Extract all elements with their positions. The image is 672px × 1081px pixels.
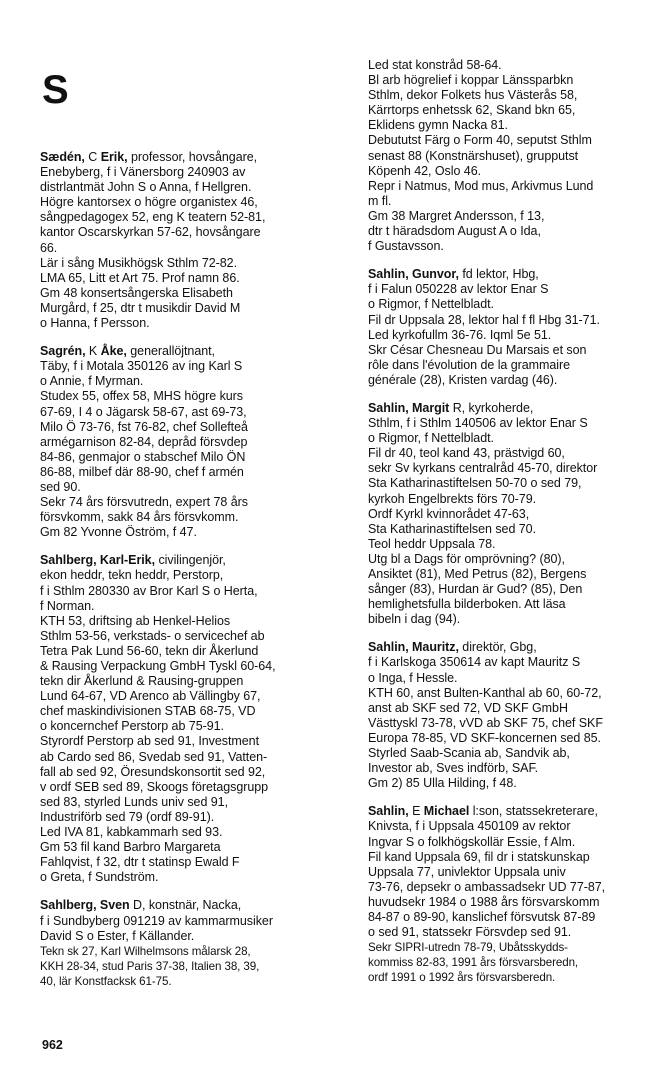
- entry-text-line: Sthlm, dekor Folkets hus Västerås 58,: [368, 88, 578, 103]
- entry-text-line: Europa 78-85, VD SKF-koncernen sed 85.: [368, 730, 601, 745]
- entry-text-line: distrlantmät John S o Anna, f Hellgren.: [40, 180, 252, 195]
- entry-header: [368, 804, 668, 819]
- entry-text-line: dtr t häradsdom August A o Ida,: [368, 224, 541, 239]
- biography-entry: [368, 267, 668, 388]
- entry-text-line: Gm 48 konsertsångerska Elisabeth: [40, 285, 233, 300]
- entry-header-text: C: [84, 150, 101, 164]
- entry-text-line: Enebyberg, f i Vänersborg 240903 av: [40, 165, 246, 180]
- entry-text-line: Utg bl a Dags för omprövning? (80),: [368, 551, 565, 566]
- entry-text-line: Ingvar S o folkhögskollär Essie, f Alm.: [368, 834, 576, 849]
- entry-text-line: Milo Ö 73-76, fst 76-82, chef Sollefteå: [40, 419, 248, 434]
- entry-text-line: Täby, f i Motala 350126 av ing Karl S: [40, 359, 243, 374]
- entry-text-line: Gm 53 fil kand Barbro Margareta: [40, 840, 221, 855]
- entry-text-line: sed 83, styrled Lunds univ sed 91,: [40, 794, 229, 809]
- entry-text-line: Gm 82 Yvonne Öström, f 47.: [40, 525, 197, 540]
- entry-header: [368, 401, 668, 416]
- entry-text-line: LMA 65, Litt et Art 75. Prof namn 86.: [40, 270, 240, 285]
- entry-text-line: Repr i Natmus, Mod mus, Arkivmus Lund: [368, 178, 594, 193]
- entry-surname: Sahlin, Margit: [368, 400, 450, 415]
- entry-header-text: professor, hovsångare,: [127, 150, 258, 164]
- entry-text-line: sångpedagogex 52, eng K teatern 52-81,: [40, 210, 266, 225]
- entry-text-line: 84-87 o 89-90, kanslichef försvutsk 87-89: [368, 909, 596, 924]
- entry-surname: Sahlberg, Karl-Erik,: [40, 553, 156, 568]
- entry-text-line: o Greta, f Sundström.: [40, 870, 159, 885]
- entry-surname: Sahlin,: [368, 804, 409, 819]
- entry-given-name: Åke,: [100, 344, 127, 359]
- entry-text-line: huvudsekr 1984 o 1988 års försvarskomm: [368, 894, 600, 909]
- entry-text-line-small: Tekn sk 27, Karl Wilhelmsons målarsk 28,: [40, 944, 251, 958]
- entry-text-line: fall ab sed 92, Öresundskonsortit sed 92,: [40, 764, 266, 779]
- entry-text-line: tekn dir Åkerlund & Rausing-gruppen: [40, 674, 244, 689]
- biography-entry: [40, 150, 340, 331]
- entry-text-line: f i Falun 050228 av lektor Enar S: [368, 282, 549, 297]
- entry-text-line: f Gustavsson.: [368, 239, 444, 254]
- entry-text-line: 84-86, genmajor o stabschef Milo ÖN: [40, 449, 246, 464]
- biography-entry: [368, 804, 668, 985]
- entry-given-name: Erik,: [100, 150, 128, 164]
- entry-text-line: Led stat konstråd 58-64.: [368, 58, 502, 72]
- biography-entry: [40, 344, 340, 540]
- entry-text-line: rôle dans l'évolution de la grammaire: [368, 357, 571, 372]
- biography-entry: [368, 640, 668, 791]
- entry-header: [40, 898, 340, 913]
- entry-text-line: kyrkoh Engelbrekts förs 70-79.: [368, 491, 537, 506]
- entry-surname: Sædén,: [40, 150, 85, 164]
- entry-text-line: 66.: [40, 240, 58, 255]
- entry-text-line: f i Sundbyberg 091219 av kammarmusiker: [40, 913, 273, 928]
- entry-text-line-small: Sekr SIPRI-utredn 78-79, Ubåtsskydds-: [368, 941, 568, 955]
- entry-text-line: 67-69, I 4 o Jägarsk 58-67, ast 69-73,: [40, 404, 247, 419]
- entry-text-line: bibeln i dag (94).: [368, 612, 461, 627]
- entry-text-line: sekr Sv kyrkans centralråd 45-70, direktor: [368, 461, 598, 476]
- entry-header-text: generallöjtnant,: [126, 344, 215, 359]
- entry-text-line: Industriförb sed 79 (ordf 89-91).: [40, 809, 215, 824]
- biography-entry: [368, 401, 668, 627]
- entry-text-line: David S o Ester, f Källander.: [40, 928, 195, 943]
- entry-text-line: KTH 53, driftsing ab Henkel-Helios: [40, 613, 231, 628]
- entry-text-line: Fil kand Uppsala 69, fil dr i statskunskap: [368, 849, 590, 864]
- entry-header: [368, 640, 668, 655]
- entry-text-line: Ansiktet (81), Med Petrus (82), Bergens: [368, 567, 587, 581]
- entry-text-line: o Annie, f Myrman.: [40, 374, 144, 389]
- entry-text-line: o Rigmor, f Nettelbladt.: [368, 431, 494, 446]
- entry-text-line: armégarnison 82-84, depråd försvdep: [40, 434, 248, 449]
- entry-header-text: R, kyrkoherde,: [449, 400, 534, 415]
- entry-text-line: Lund 64-67, VD Arenco ab Vällingby 67,: [40, 689, 261, 704]
- entry-text-line: Sekr 74 års försvutredn, expert 78 års: [40, 495, 248, 510]
- entry-text-line: Fil dr Uppsala 28, lektor hal f fl Hbg 31-71.: [368, 312, 600, 327]
- entry-text-line: Ordf Kyrkl kvinnorådet 47-63,: [368, 506, 530, 521]
- entry-header-text: civilingenjör,: [155, 553, 226, 568]
- biography-entry: [40, 553, 340, 885]
- entry-surname: Sahlin, Mauritz,: [368, 640, 459, 655]
- entry-text-line: försvkomm, sakk 84 års försvkomm.: [40, 510, 239, 525]
- entry-text-line: anst ab SKF sed 72, VD SKF GmbH: [368, 700, 568, 715]
- entry-text-line: sed 90.: [40, 479, 81, 494]
- entry-text-line: sånger (83), Hurdan är Gud? (85), Den: [368, 582, 583, 597]
- entry-text-line: Uppsala 77, univlektor Uppsala univ: [368, 864, 566, 879]
- entry-text-line: Led IVA 81, kabkammarh sed 93.: [40, 825, 223, 840]
- entry-text-line: Fil dr 40, teol kand 43, prästvigd 60,: [368, 446, 565, 461]
- entry-header-text: D, konstnär, Nacka,: [129, 898, 242, 913]
- entry-text-line: o Inga, f Hessle.: [368, 670, 458, 685]
- entry-text-line-small: 40, lär Konstfacksk 61-75.: [40, 974, 172, 988]
- entry-text-line: 73-76, depsekr o ambassadsekr UD 77-87,: [368, 879, 606, 894]
- entry-header-text: direktör, Gbg,: [458, 640, 537, 655]
- entry-text-line: Högre kantorsex o högre organistex 46,: [40, 195, 258, 210]
- entry-text-line: Skr César Chesneau Du Marsais et son: [368, 342, 587, 357]
- right-column: [368, 58, 668, 998]
- entry-text-line: Tetra Pak Lund 56-60, tekn dir Åkerlund: [40, 643, 259, 658]
- entry-text-line: Kärrtorps enhetssk 62, Skand bkn 65,: [368, 103, 576, 118]
- entry-text-line: Styrled Saab-Scania ab, Sandvik ab,: [368, 746, 570, 761]
- entry-text-line: Sthlm, f i Sthlm 140506 av lektor Enar S: [368, 416, 588, 431]
- entry-text-line: & Rausing Verpackung GmbH Tyskl 60-64,: [40, 659, 276, 673]
- entry-text-line: Knivsta, f i Uppsala 450109 av rektor: [368, 819, 571, 834]
- entry-header: [40, 344, 340, 359]
- left-entries: [40, 150, 340, 1002]
- entry-surname: Sagrén,: [40, 344, 86, 359]
- entry-text-line: o Rigmor, f Nettelbladt.: [368, 297, 494, 312]
- entry-text-line: générale (28), Kristen vardag (46).: [368, 372, 558, 387]
- entry-text-line: Investor ab, Sves indförb, SAF.: [368, 761, 539, 776]
- entry-text-line-small: ordf 1991 o 1992 års försvarsberedn.: [368, 971, 556, 985]
- section-letter: S: [42, 68, 69, 112]
- entry-text-line: chef maskindivisionen STAB 68-75, VD: [40, 704, 256, 719]
- entry-text-line: Västtyskl 73-78, vVD ab SKF 75, chef SKF: [368, 715, 603, 730]
- entry-text-line: kantor Oscarskyrkan 57-62, hovsångare: [40, 225, 261, 240]
- entry-text-line: Studex 55, offex 58, MHS högre kurs: [40, 389, 243, 404]
- entry-text-line: Debututst Färg o Form 40, seputst Sthlm: [368, 133, 592, 148]
- entry-text-line: o Hanna, f Persson.: [40, 316, 150, 331]
- entry-surname: Sahlin, Gunvor,: [368, 267, 459, 282]
- entry-text-line: o sed 91, statssekr Försvdep sed 91.: [368, 925, 572, 940]
- entry-header: [40, 150, 340, 165]
- entry-text-line: f i Sthlm 280330 av Bror Karl S o Herta,: [40, 583, 258, 598]
- entry-text-line: Köpenh 42, Oslo 46.: [368, 163, 482, 178]
- entry-text-line: KTH 60, anst Bulten-Kanthal ab 60, 60-72,: [368, 685, 602, 700]
- entry-header-text: fd lektor, Hbg,: [458, 267, 539, 282]
- entry-text-line: Sta Katharinastiftelsen sed 70.: [368, 521, 536, 536]
- entry-text-line-small: kommiss 82-83, 1991 års försvarsberedn,: [368, 956, 579, 970]
- entry-text-line: Fahlqvist, f 32, dtr t statinsp Ewald F: [40, 855, 240, 870]
- entry-text-line: Sta Katharinastiftelsen 50-70 o sed 79,: [368, 476, 582, 491]
- entry-text-line: senast 88 (Konstnärshuset), grupputst: [368, 148, 579, 163]
- entry-header-text: l:son, statssekreterare,: [469, 804, 598, 819]
- entry-text-line: 86-88, milbef där 88-90, chef f armén: [40, 464, 244, 479]
- entry-text-line: ab Cardo sed 86, Svedab sed 91, Vatten-: [40, 749, 268, 764]
- entry-text-line: Sthlm 53-56, verkstads- o servicechef ab: [40, 628, 265, 643]
- entry-text-line: Teol heddr Uppsala 78.: [368, 536, 496, 551]
- entry-text-line: hemlighetsfulla bilderboken. Att läsa: [368, 597, 566, 612]
- page-number: 962: [42, 1038, 63, 1052]
- entry-given-name: Michael: [423, 804, 470, 819]
- biography-entry: [40, 898, 340, 989]
- entry-text-line: f i Karlskoga 350614 av kapt Mauritz S: [368, 655, 581, 670]
- entry-text-line: Eklidens gymn Nacka 81.: [368, 118, 508, 133]
- entry-header: [368, 267, 668, 282]
- entry-text-line: ekon heddr, tekn heddr, Perstorp,: [40, 568, 224, 583]
- entry-text-line: Gm 2) 85 Ulla Hilding, f 48.: [368, 776, 517, 791]
- entry-text-line: f Norman.: [40, 598, 95, 613]
- entry-text-line: Murgård, f 25, dtr t musikdir David M: [40, 300, 241, 315]
- biography-entry: [368, 58, 668, 254]
- entry-text-line: o koncernchef Perstorp ab 75-91.: [40, 719, 224, 734]
- entry-header: [40, 553, 340, 568]
- entry-text-line: Bl arb högrelief i koppar Länssparbkn: [368, 73, 574, 88]
- entry-header-text: E: [408, 804, 424, 819]
- entry-text-line: Lär i sång Musikhögsk Sthlm 72-82.: [40, 255, 238, 270]
- entry-text-line: v ordf SEB sed 89, Skoogs företagsgrupp: [40, 779, 269, 794]
- entry-text-line-small: KKH 28-34, stud Paris 37-38, Italien 38, 39,: [40, 959, 260, 973]
- entry-text-line: Gm 38 Margret Andersson, f 13,: [368, 208, 545, 223]
- entry-header-text: K: [85, 344, 101, 359]
- entry-surname: Sahlberg, Sven: [40, 898, 130, 913]
- entry-text-line: Led kyrkofullm 36-76. Iqml 5e 51.: [368, 327, 552, 342]
- entry-text-line: m fl.: [368, 193, 392, 208]
- entry-text-line: Styrordf Perstorp ab sed 91, Investment: [40, 734, 259, 749]
